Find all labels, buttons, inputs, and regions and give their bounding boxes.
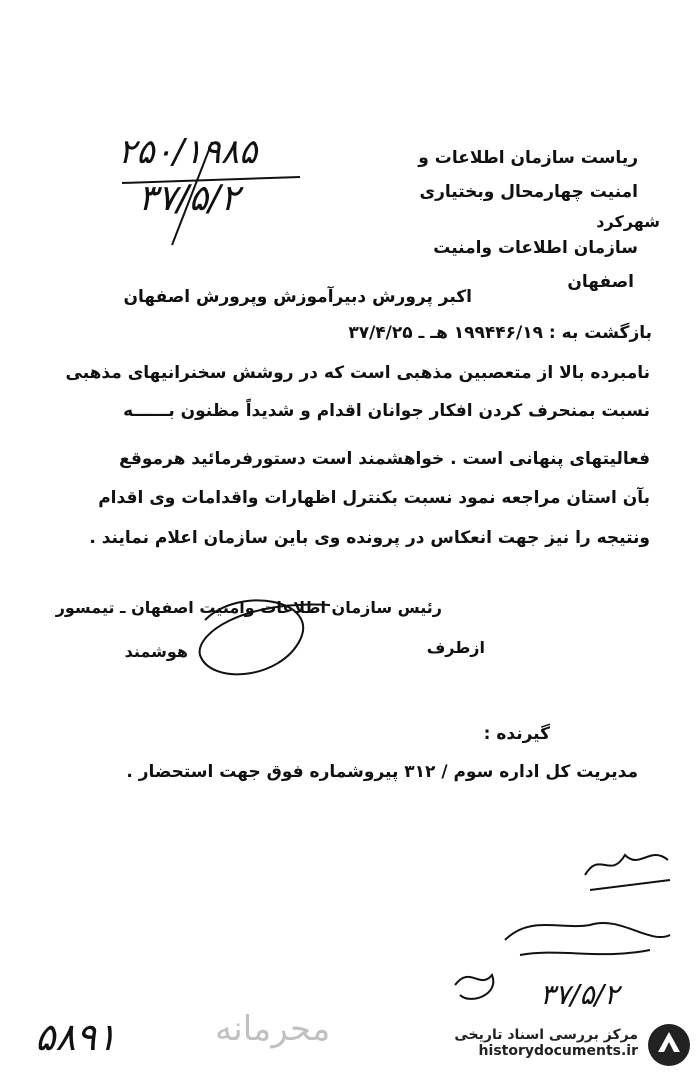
confidential-stamp: محرمانه [215, 1009, 331, 1049]
handwritten-bottom-date: ۳۷/۵/۲ [540, 978, 620, 1011]
addressee-line-5: اصفهان [567, 272, 634, 292]
watermark [454, 1027, 638, 1059]
body-line-1: نامبرده بالا از متعصبین مذهبی است که در روشش سخنرانیهای مذهبی [65, 363, 650, 383]
ref-slash [172, 142, 212, 245]
handwritten-reference-number: ۲۵۰/۱۹۸۵ [118, 132, 258, 172]
cc-line: مدیریت کل اداره سوم / ۳۱۲ پیروشماره فوق جهت استحضار . [126, 762, 638, 782]
handwritten-bottom-number: ۵۸۹۱ [35, 1015, 117, 1059]
body-line-3: فعالیتهای پنهانی است . خواهشمند است دستورفرمائید هرموقع [119, 449, 650, 469]
archive-logo-icon [646, 1022, 692, 1068]
addressee-line-2: امنیت چهارمحال وبختیاری [419, 182, 638, 202]
subject-line: اکبر پرورش دبیرآموزش وپرورش اصفهان [123, 287, 472, 307]
initial-scribble-2 [505, 923, 670, 955]
body-line-2: نسبت بمنحرف کردن افکار جوانان اقدام و شدیداً مظنون بــــــه [123, 401, 650, 421]
signature-on-behalf: ازطرف [426, 638, 485, 657]
addressee-line-3: شهرکرد [596, 212, 660, 231]
cc-label: گیرنده : [483, 724, 550, 744]
watermark-fa: مرکز بررسی اسناد تاریخی [454, 1027, 638, 1043]
watermark-en: historydocuments.ir [478, 1043, 638, 1059]
handwritten-reference-date: ۳۷/۵/۲ [138, 178, 240, 219]
reference-line: بازگشت به : ۱۹۹۴۴۶/۱۹ هـ ـ ۳۷/۴/۲۵ [348, 323, 652, 343]
signature-title: رئیس سازمان اطلاعات وامنیت اصفهان ـ تیمسور [55, 598, 442, 617]
initial-scribble-3 [455, 975, 493, 999]
addressee-line-4: سازمان اطلاعات وامنیت [433, 238, 638, 258]
signature-name: هوشمند [124, 642, 188, 661]
ref-underline [122, 177, 300, 183]
body-line-4: بآن استان مراجعه نمود نسبت بکنترل اظهارات واقدامات وی اقدام [98, 488, 650, 508]
addressee-line-1: ریاست سازمان اطلاعات و [418, 148, 638, 168]
initial-scribble-1 [585, 855, 670, 890]
body-line-5: ونتیجه را نیز جهت انعکاس در پرونده وی باین سازمان اعلام نمایند . [89, 528, 650, 548]
